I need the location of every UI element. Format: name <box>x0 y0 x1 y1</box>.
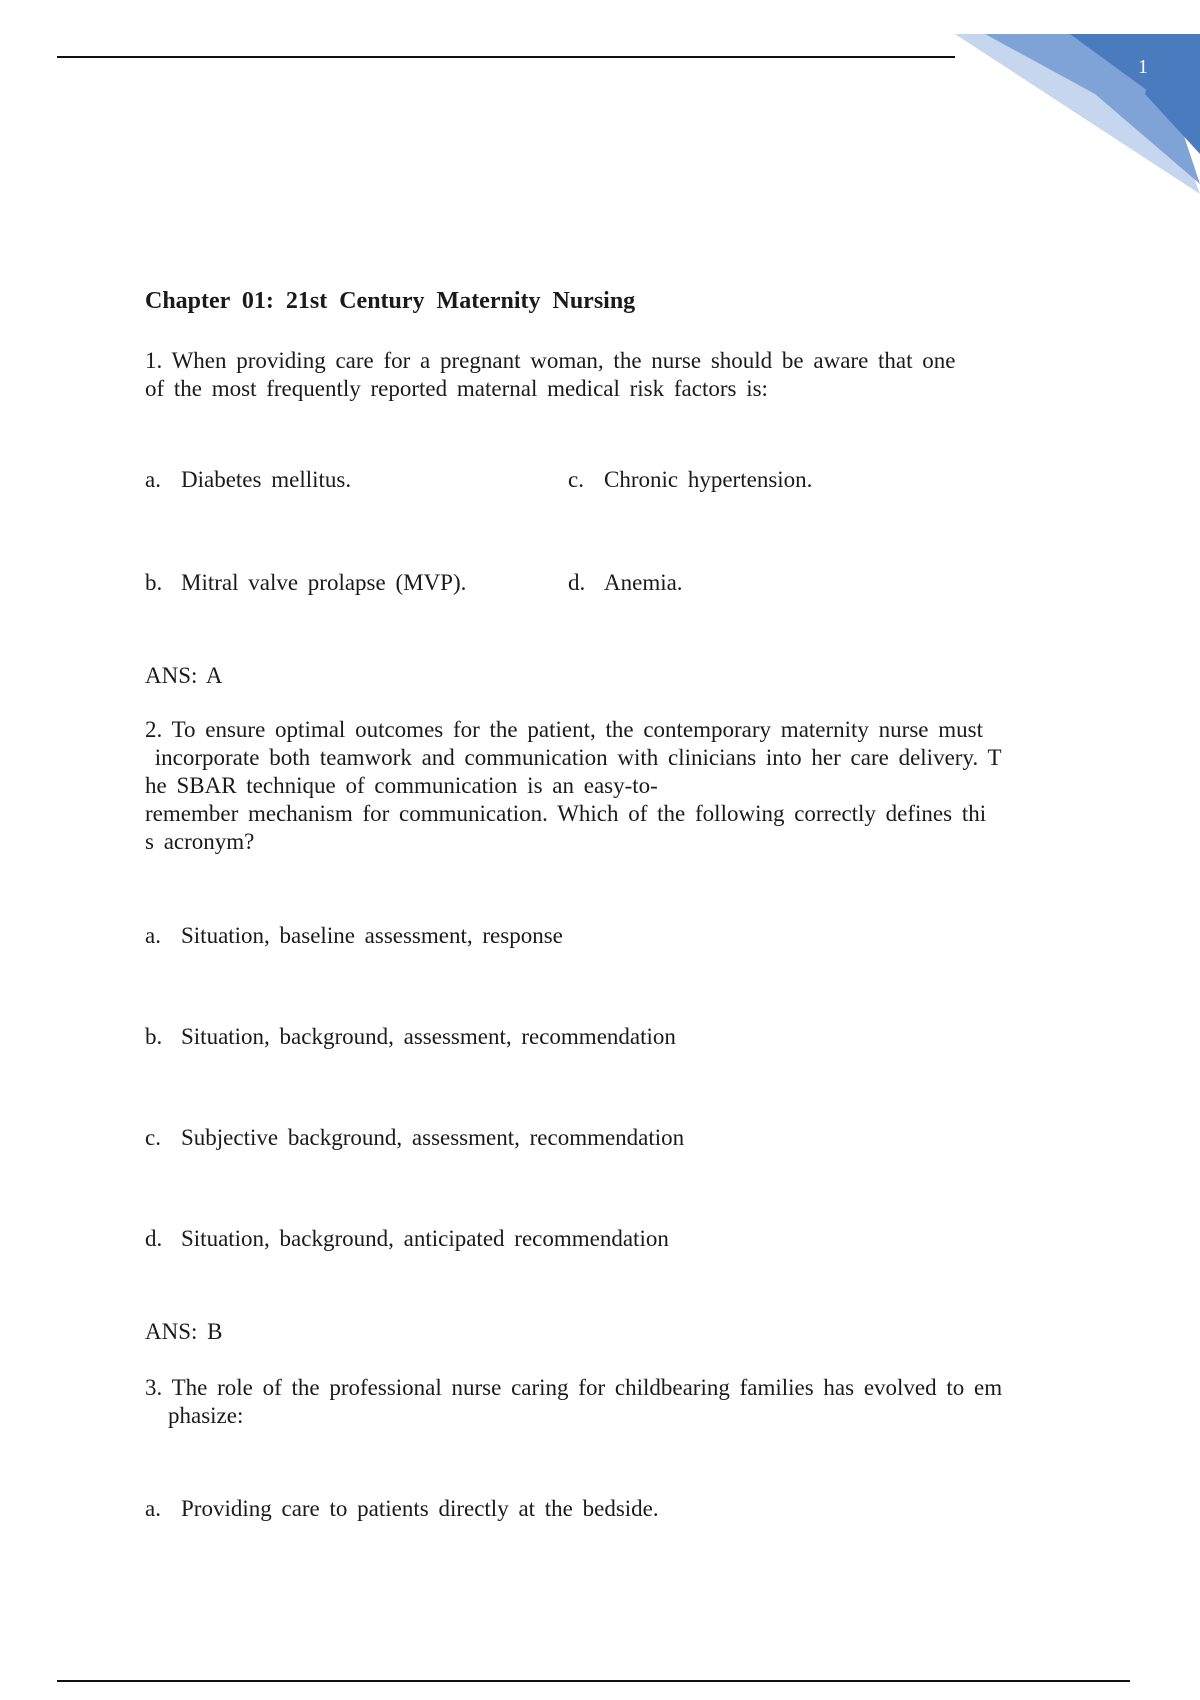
option-text: Situation, baseline assessment, response <box>181 923 563 948</box>
question-2-line: he SBAR technique of communication is an easy-to- <box>145 773 658 798</box>
question-2-option-b <box>145 1024 676 1050</box>
option-label: a. <box>145 923 161 948</box>
question-1-text <box>145 347 956 403</box>
page-number: 1 <box>1138 56 1148 78</box>
option-label: a. <box>145 1496 161 1521</box>
question-2-answer: ANS: B <box>145 1319 223 1344</box>
option-text: Diabetes mellitus. <box>181 467 352 492</box>
option-text: Anemia. <box>604 570 683 595</box>
corner-decoration <box>955 34 1200 199</box>
question-2-text <box>145 716 1002 856</box>
option-label: b. <box>145 1024 163 1049</box>
question-3-line: phasize: <box>168 1403 244 1428</box>
question-1-option-d <box>568 570 683 596</box>
option-text: Situation, background, assessment, recommendation <box>181 1024 676 1049</box>
option-label: b. <box>145 570 163 595</box>
question-3-option-a <box>145 1496 659 1522</box>
option-text: Chronic hypertension. <box>604 467 813 492</box>
question-2-option-d <box>145 1226 669 1252</box>
question-1-line: of the most frequently reported maternal medical risk factors is: <box>145 376 768 401</box>
question-1-option-b <box>145 570 466 596</box>
chapter-title: Chapter 01: 21st Century Maternity Nursing <box>145 288 636 314</box>
question-1-answer: ANS: A <box>145 663 223 688</box>
question-1-option-a <box>145 467 351 493</box>
question-2-line: incorporate both teamwork and communication with clinicians into her care delivery. T <box>145 745 1002 770</box>
footer-rule <box>57 1680 1130 1682</box>
question-3-line: 3. The role of the professional nurse caring for childbearing families has evolved to em <box>145 1375 1003 1400</box>
option-label: d. <box>568 570 586 595</box>
option-label: a. <box>145 467 161 492</box>
option-text: Providing care to patients directly at the bedside. <box>181 1496 659 1521</box>
option-label: c. <box>145 1125 161 1150</box>
option-label: d. <box>145 1226 163 1251</box>
option-text: Mitral valve prolapse (MVP). <box>181 570 467 595</box>
question-2-option-a <box>145 923 563 949</box>
header-rule <box>57 56 955 58</box>
question-2-line: 2. To ensure optimal outcomes for the patient, the contemporary maternity nurse must <box>145 717 983 742</box>
option-text: Situation, background, anticipated recommendation <box>181 1226 669 1251</box>
question-1-option-c <box>568 467 812 493</box>
question-2-line: remember mechanism for communication. Which of the following correctly defines thi <box>145 801 987 826</box>
question-3-text <box>145 1374 1002 1430</box>
question-2-option-c <box>145 1125 684 1151</box>
option-label: c. <box>568 467 584 492</box>
question-2-line: s acronym? <box>145 829 255 854</box>
option-text: Subjective background, assessment, recommendation <box>181 1125 685 1150</box>
question-1-line: 1. When providing care for a pregnant woman, the nurse should be aware that one <box>145 348 956 373</box>
